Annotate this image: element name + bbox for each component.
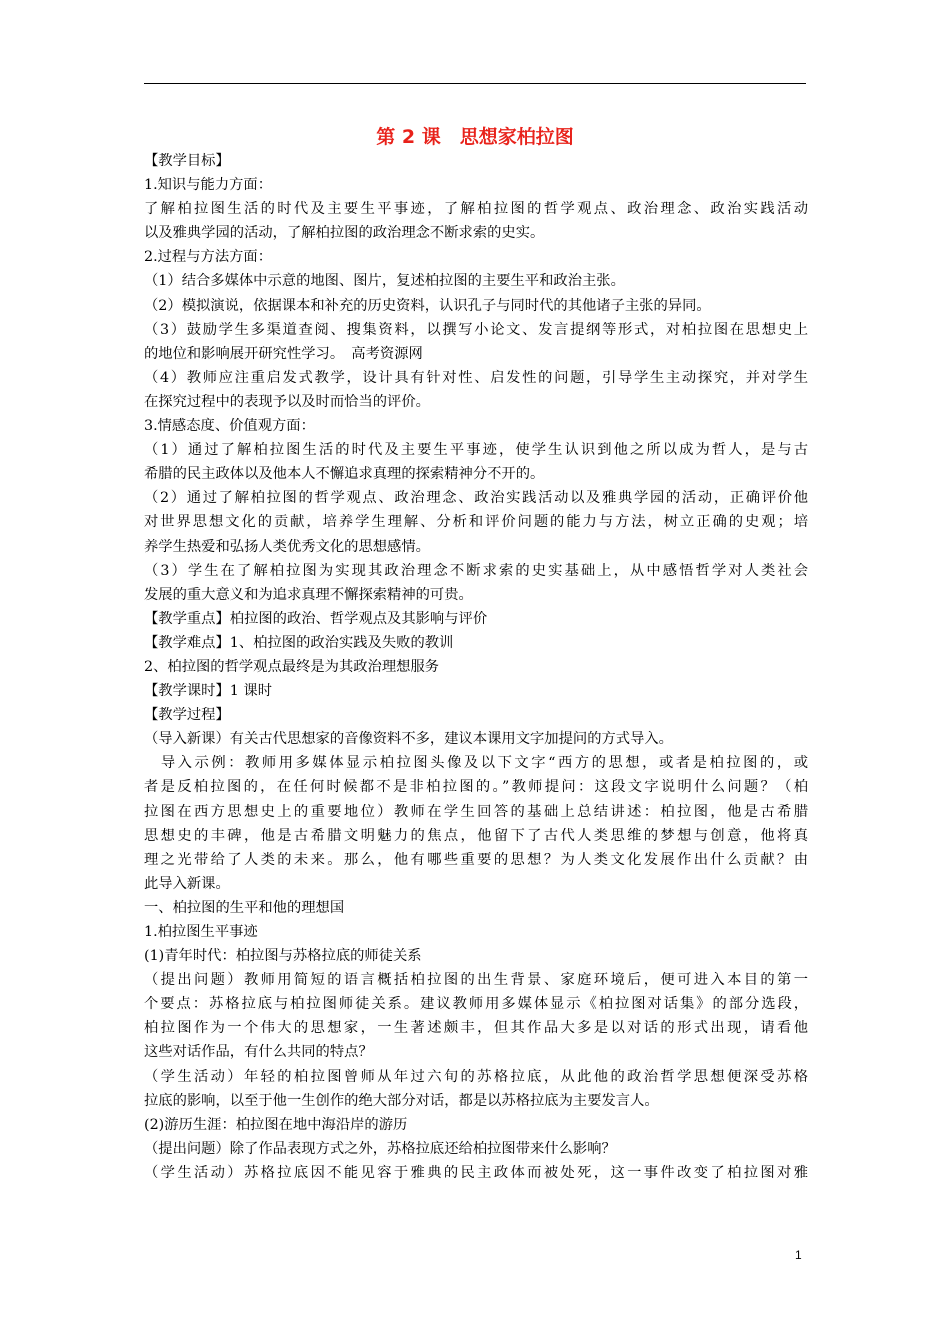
text-line: （学生活动）年轻的柏拉图曾师从年过六旬的苏格拉底，从此他的政治哲学思想便深受苏格 xyxy=(144,1068,808,1085)
text-line: （导入新课）有关古代思想家的音像资料不多，建议本课用文字加提问的方式导入。 xyxy=(144,731,673,748)
text-line: 者是反柏拉图的，在任何时候都不是非柏拉图的。”教师提问：这段文字说明什么问题？（柏 xyxy=(144,779,808,796)
text-line: 的地位和影响展开研究性学习。 高考资源网 xyxy=(144,345,423,362)
text-line: 【教学难点】1、柏拉图的政治实践及失败的教训 xyxy=(144,634,454,651)
text-line: 拉图在西方思想史上的重要地位）教师在学生回答的基础上总结讲述：柏拉图，他是古希腊 xyxy=(144,803,808,820)
text-line: （提出问题）教师用简短的语言概括柏拉图的出生背景、家庭环境后，便可进入本目的第一 xyxy=(144,972,808,989)
text-line: 3.情感态度、价值观方面： xyxy=(144,418,315,435)
text-line: （提出问题）除了作品表现方式之外，苏格拉底还给柏拉图带来什么影响？ xyxy=(144,1140,616,1157)
text-line: （学生活动）苏格拉底因不能见容于雅典的民主政体而被处死，这一事件改变了柏拉图对雅 xyxy=(144,1164,808,1181)
text-line: 这些对话作品，有什么共同的特点？ xyxy=(144,1044,373,1061)
text-line: 思想史的丰碑，他是古希腊文明魅力的焦点，他留下了古代人类思维的梦想与创意，他将真 xyxy=(144,827,808,844)
text-line: 【教学目标】 xyxy=(144,153,230,169)
text-line: 【教学重点】柏拉图的政治、哲学观点及其影响与评价 xyxy=(144,610,488,627)
text-line: 拉底的影响，以至于他一生创作的绝大部分对话，都是以苏格拉底为主要发言人。 xyxy=(144,1092,659,1109)
text-line: 在探究过程中的表现予以及时而恰当的评价。 xyxy=(144,393,430,410)
text-line: 对世界思想文化的贡献，培养学生理解、分析和评价问题的能力与方法，树立正确的史观；培 xyxy=(144,514,808,531)
header-rule xyxy=(144,83,806,84)
text-line: 【教学课时】1 课时 xyxy=(144,683,273,700)
text-line: （1）结合多媒体中示意的地图、图片，复述柏拉图的主要生平和政治主张。 xyxy=(144,273,625,290)
text-line: 此导入新课。 xyxy=(144,875,230,892)
text-line: （4）教师应注重启发式教学，设计具有针对性、启发性的问题，引导学生主动探究，并对学生 xyxy=(144,369,808,386)
text-line: （3）学生在了解柏拉图为实现其政治理念不断求索的史实基础上，从中感悟哲学对人类社会 xyxy=(144,562,808,579)
text-line: (1)青年时代：柏拉图与苏格拉底的师徒关系 xyxy=(144,948,422,965)
text-line: 1.知识与能力方面： xyxy=(144,177,273,194)
page-number: 1 xyxy=(795,1248,802,1262)
text-line: 一、柏拉图的生平和他的理想国 xyxy=(144,899,345,916)
text-line: （3）鼓励学生多渠道查阅、搜集资料，以撰写小论文、发言提纲等形式，对柏拉图在思想史上 xyxy=(144,321,808,338)
text-line: 2、柏拉图的哲学观点最终是为其政治理想服务 xyxy=(144,658,440,675)
document-body xyxy=(144,149,808,1185)
text-line: 柏拉图作为一个伟大的思想家，一生著述颇丰，但其作品大多是以对话的形式出现，请看他 xyxy=(144,1020,808,1037)
text-line: （2）模拟演说，依据课本和补充的历史资料，认识孔子与同时代的其他诸子主张的异同。 xyxy=(144,297,711,314)
text-line: 以及雅典学园的活动，了解柏拉图的政治理念不断求索的史实。 xyxy=(144,225,545,242)
text-line: 希腊的民主政体以及他本人不懈追求真理的探索精神分不开的。 xyxy=(144,466,545,483)
text-line: 理之光带给了人类的未来。那么，他有哪些重要的思想？为人类文化发展作出什么贡献？由 xyxy=(144,851,808,868)
text-line: 导入示例：教师用多媒体显示柏拉图头像及以下文字“西方的思想，或者是柏拉图的，或 xyxy=(144,755,808,772)
text-line: 【教学过程】 xyxy=(144,707,230,724)
text-line: 了解柏拉图生活的时代及主要生平事迹，了解柏拉图的哲学观点、政治理念、政治实践活动 xyxy=(144,201,808,218)
text-line: （2）通过了解柏拉图的哲学观点、政治理念、政治实践活动以及雅典学园的活动，正确评价他 xyxy=(144,490,808,507)
text-line: 个要点：苏格拉底与柏拉图师徒关系。建议教师用多媒体显示《柏拉图对话集》的部分选段， xyxy=(144,996,808,1013)
text-line: （1）通过了解柏拉图生活的时代及主要生平事迹，使学生认识到他之所以成为哲人，是与古 xyxy=(144,442,808,459)
text-line: (2)游历生涯：柏拉图在地中海沿岸的游历 xyxy=(144,1116,408,1133)
text-line: 2.过程与方法方面： xyxy=(144,249,273,266)
text-line: 1.柏拉图生平事迹 xyxy=(144,924,258,940)
text-line: 养学生热爱和弘扬人类优秀文化的思想感情。 xyxy=(144,538,430,555)
page-title: 第 2 课 思想家柏拉图 xyxy=(376,126,574,148)
text-line: 发展的重大意义和为追求真理不懈探索精神的可贵。 xyxy=(144,586,473,603)
